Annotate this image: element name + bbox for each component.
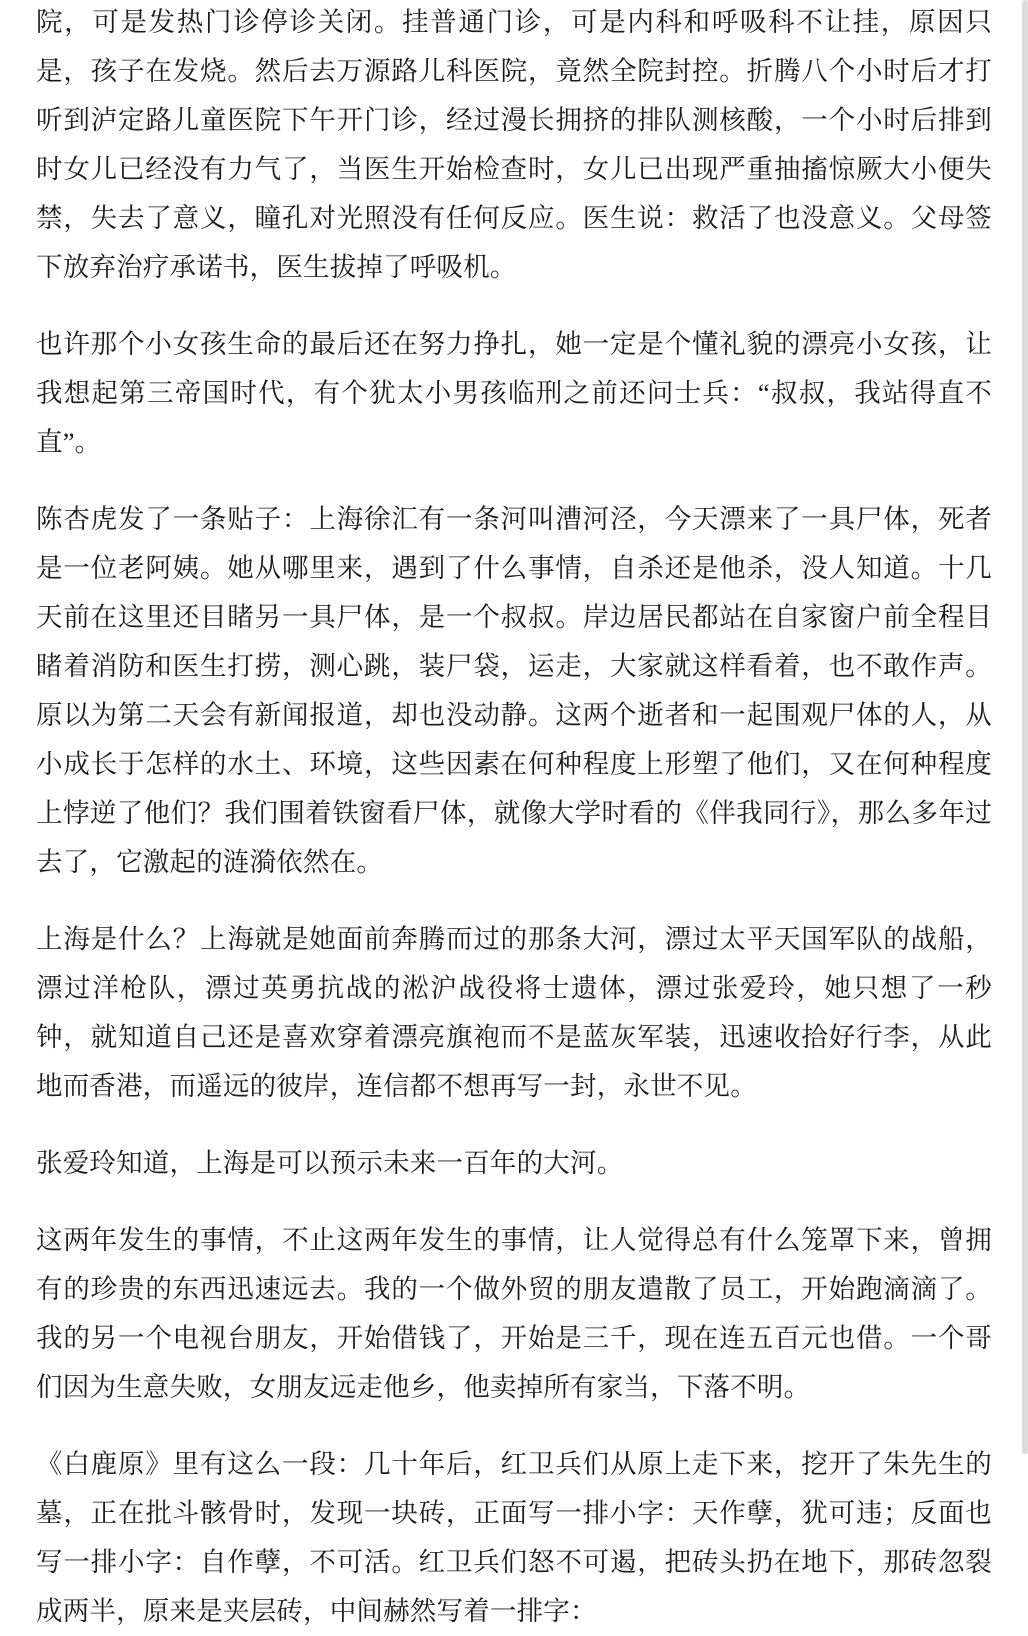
article-body [36, 0, 992, 1636]
paragraph: 陈杏虎发了一条贴子：上海徐汇有一条河叫漕河泾，今天漂来了一具尸体，死者是一位老阿姨。她从哪里来，遇到了什么事情，自杀还是他杀，没人知道。十几天前在这里还目睹另一具尸体，是一个叔叔。岸边居民都站在自家窗户前全程目睹着消防和医生打捞，测心跳，装尸袋，运走，大家就这样看着，也不敢作声。原以为第二天会有新闻报道，却也没动静。这两个逝者和一起围观尸体的人，从小成长于怎样的水土、环境，这些因素在何种程度上形塑了他们，又在何种程度上悖逆了他们？我们围着铁窗看尸体，就像大学时看的《伴我同行》，那么多年过去了，它激起的涟漪依然在。 [36, 504, 992, 877]
paragraph: 《白鹿原》里有这么一段：几十年后，红卫兵们从原上走下来，挖开了朱先生的墓，正在批斗骸骨时，发现一块砖，正面写一排小字：天作孽，犹可违；反面也写一排小字：自作孽，不可活。红卫兵们怒不可遏，把砖头扔在地下，那砖忽裂成两半，原来是夹层砖，中间赫然写着一排字： [36, 1449, 992, 1626]
paragraph: 张爱玲知道，上海是可以预示未来一百年的大河。 [36, 1148, 624, 1178]
paragraph: 上海是什么？上海就是她面前奔腾而过的那条大河，漂过太平天国军队的战船，漂过洋枪队，漂过英勇抗战的淞沪战役将士遗体，漂过张爱玲，她只想了一秒钟，就知道自己还是喜欢穿着漂亮旗袍而不是蓝灰军装，迅速收拾好行李，从此地而香港，而遥远的彼岸，连信都不想再写一封，永世不见。 [36, 924, 992, 1101]
paragraph: 也许那个小女孩生命的最后还在努力挣扎，她一定是个懂礼貌的漂亮小女孩，让我想起第三帝国时代，有个犹太小男孩临刑之前还问士兵：“叔叔，我站得直不直”。 [36, 329, 992, 457]
paragraph: 这两年发生的事情，不止这两年发生的事情，让人觉得总有什么笼罩下来，曾拥有的珍贵的东西迅速远去。我的一个做外贸的朋友遣散了员工，开始跑滴滴了。我的另一个电视台朋友，开始借钱了，开始是三千，现在连五百元也借。一个哥们因为生意失败，女朋友远走他乡，他卖掉所有家当，下落不明。 [36, 1225, 992, 1402]
vertical-scrollbar[interactable] [1022, 0, 1028, 1454]
paragraph: 院，可是发热门诊停诊关闭。挂普通门诊，可是内科和呼吸科不让挂，原因只是，孩子在发烧。然后去万源路儿科医院，竟然全院封控。折腾八个小时后才打听到泸定路儿童医院下午开门诊，经过漫长拥挤的排队测核酸，一个小时后排到时女儿已经没有力气了，当医生开始检查时，女儿已出现严重抽搐惊厥大小便失禁，失去了意义，瞳孔对光照没有任何反应。医生说：救活了也没意义。父母签下放弃治疗承诺书，医生拔掉了呼吸机。 [36, 7, 992, 282]
scrollbar-thumb[interactable] [1022, 0, 1028, 1454]
